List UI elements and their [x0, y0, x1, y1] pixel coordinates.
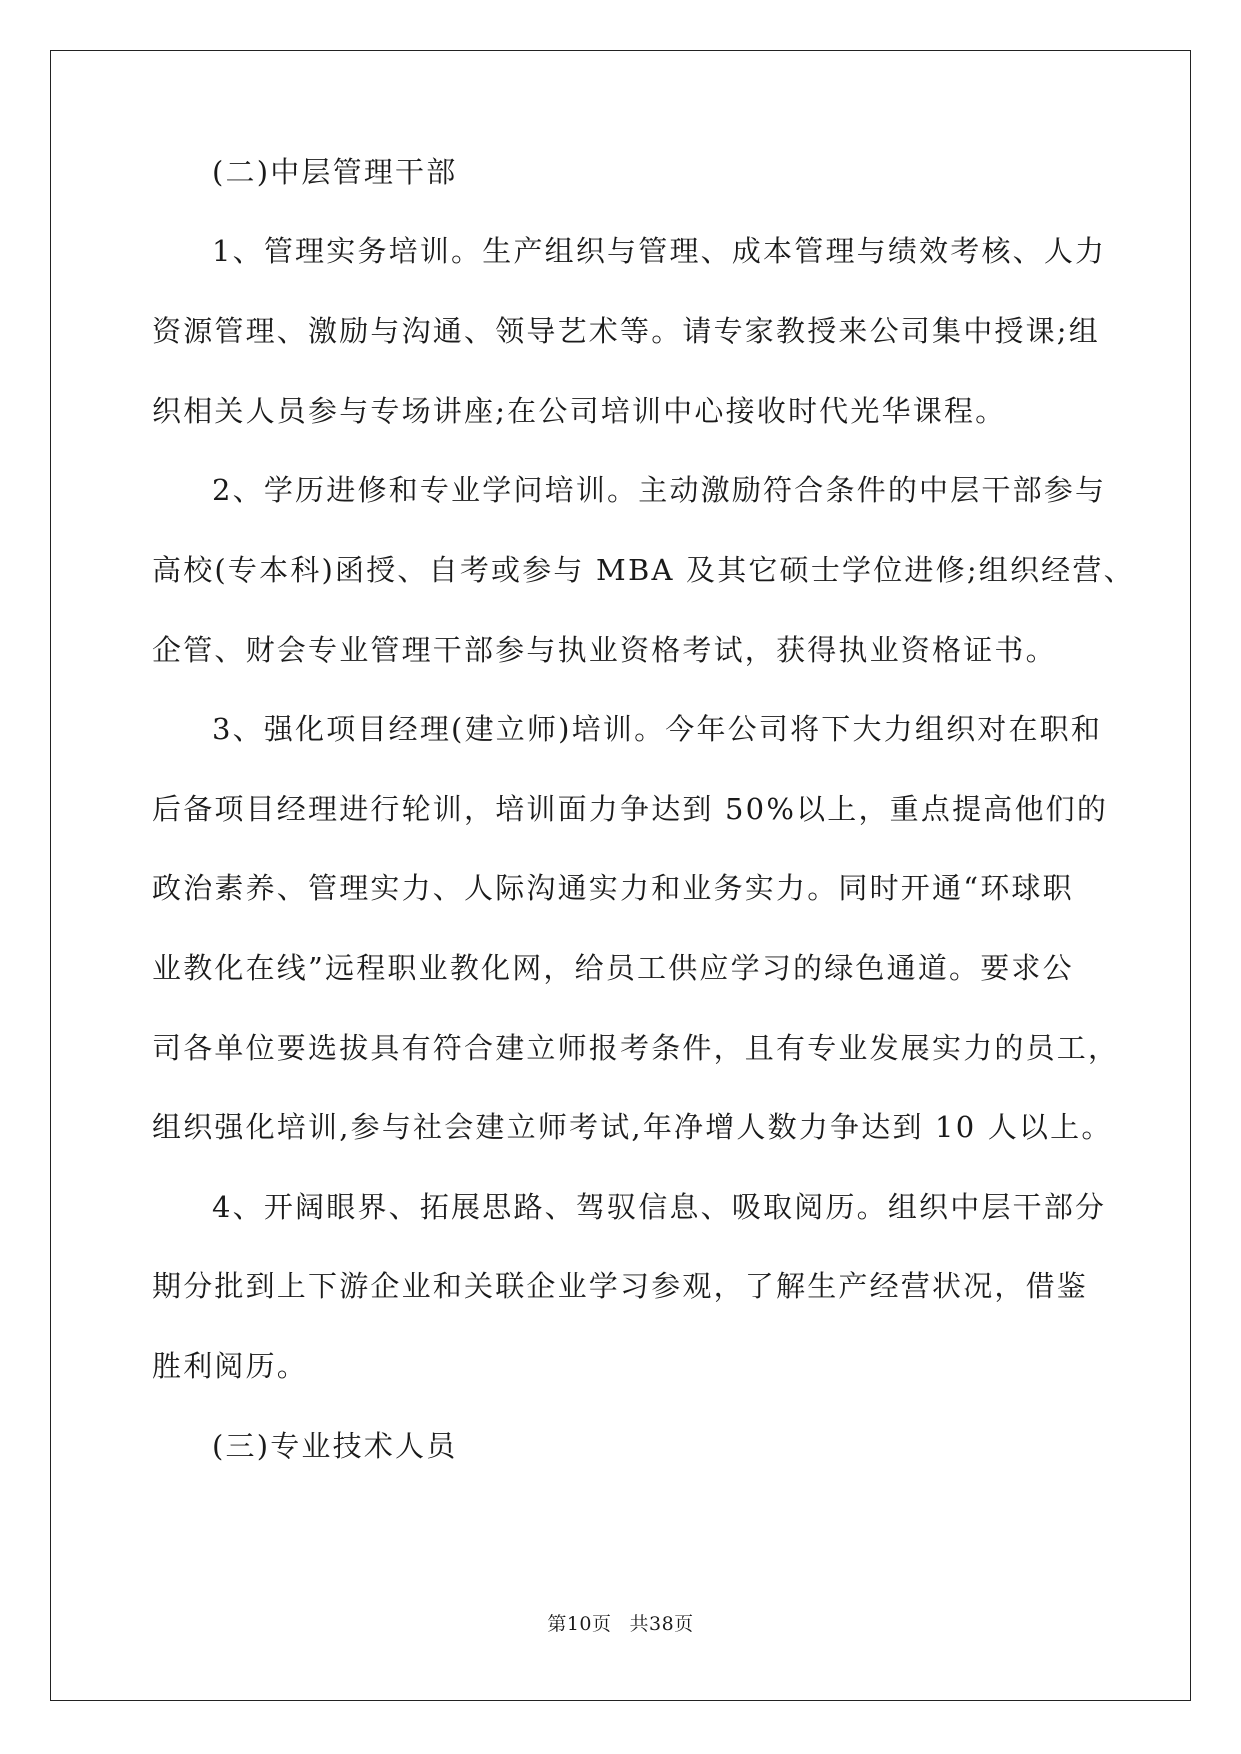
paragraph-line: 司各单位要选拔具有符合建立师报考条件，且有专业发展实力的员工， [152, 1031, 1120, 1065]
section-heading-technical-staff: (三)专业技术人员 [212, 1429, 458, 1463]
paragraph-line: 组织强化培训,参与社会建立师考试,年净增人数力争达到 10 人以上。 [152, 1110, 1113, 1144]
page-number: 第10页 [547, 1613, 612, 1635]
paragraph-line: 资源管理、激励与沟通、领导艺术等。请专家教授来公司集中授课;组 [152, 314, 1100, 348]
paragraph-line: 高校(专本科)函授、自考或参与 MBA 及其它硕士学位进修;组织经营、 [152, 553, 1135, 587]
paragraph-line: 4、开阔眼界、拓展思路、驾驭信息、吸取阅历。组织中层干部分 [212, 1190, 1107, 1224]
section-heading-middle-managers: (二)中层管理干部 [212, 155, 458, 189]
paragraph-line: 织相关人员参与专场讲座;在公司培训中心接收时代光华课程。 [152, 394, 1007, 428]
paragraph-line: 2、学历进修和专业学问培训。主动激励符合条件的中层干部参与 [212, 473, 1107, 507]
page-footer [0, 1611, 1241, 1637]
paragraph-line: 期分批到上下游企业和关联企业学习参观，了解生产经营状况，借鉴 [152, 1269, 1089, 1303]
page-total: 共38页 [629, 1613, 694, 1635]
paragraph-line: 胜利阅历。 [152, 1349, 309, 1383]
paragraph-line: 后备项目经理进行轮训，培训面力争达到 50%以上，重点提高他们的 [152, 792, 1109, 826]
paragraph-line: 3、强化项目经理(建立师)培训。今年公司将下大力组织对在职和 [212, 712, 1103, 746]
paragraph-line: 业教化在线”远程职业教化网，给员工供应学习的绿色通道。要求公 [152, 951, 1074, 985]
paragraph-line: 企管、财会专业管理干部参与执业资格考试，获得执业资格证书。 [152, 633, 1057, 667]
paragraph-line: 政治素养、管理实力、人际沟通实力和业务实力。同时开通“环球职 [152, 871, 1074, 905]
paragraph-line: 1、管理实务培训。生产组织与管理、成本管理与绩效考核、人力 [212, 234, 1107, 268]
